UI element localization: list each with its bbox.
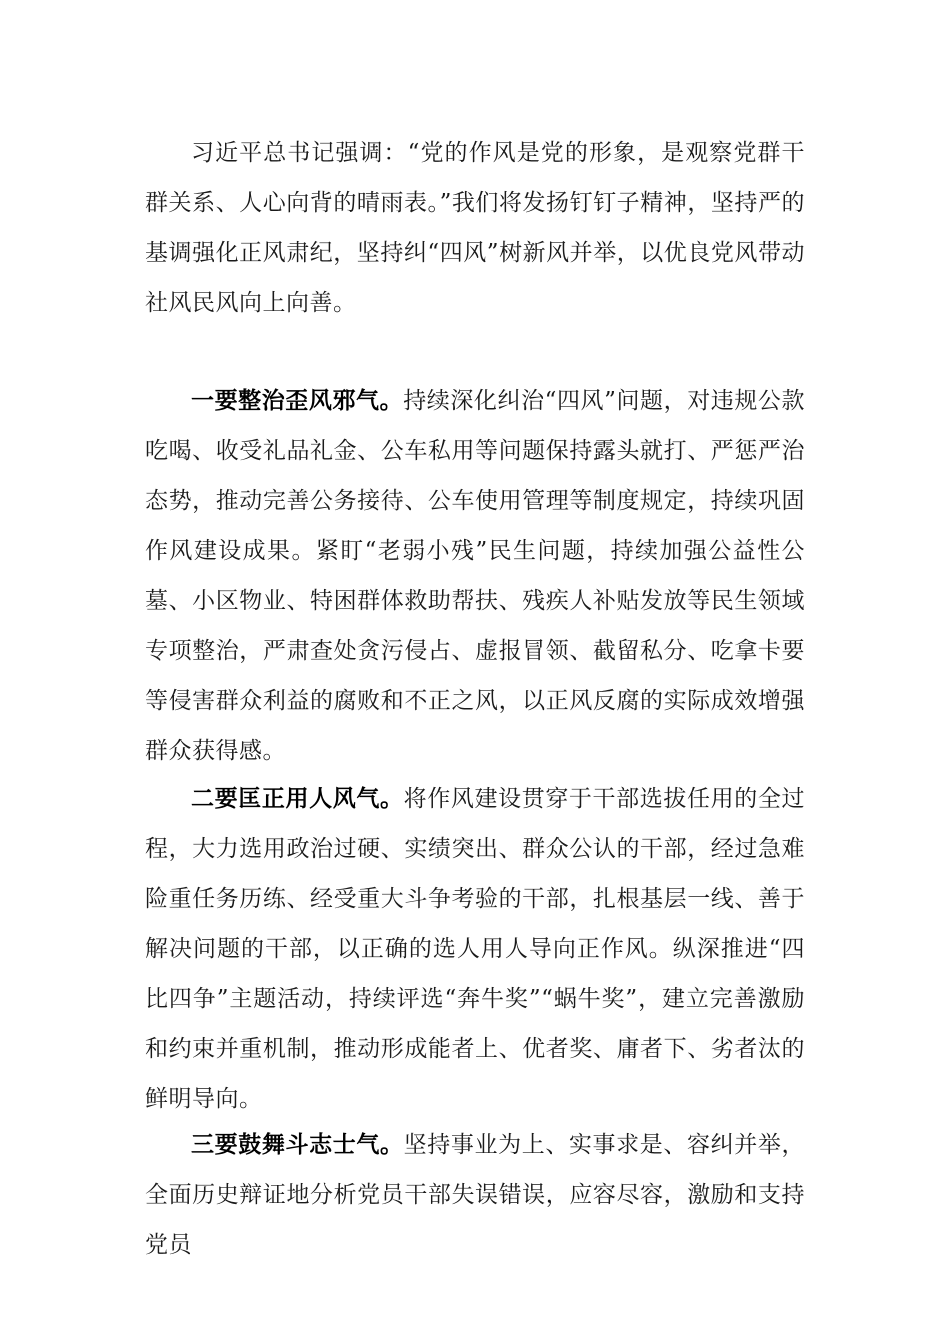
section-heading-2: 二要匡正用人风气。	[191, 786, 404, 812]
section-body-3: 坚持事业为上、实事求是、容纠并举，全面历史辩证地分析党员干部失误错误，应容尽容，激励和支持党员	[145, 1132, 806, 1258]
section-heading-1: 一要整治歪风邪气。	[191, 388, 404, 414]
section-paragraph-3	[145, 1120, 805, 1270]
section-heading-3: 三要鼓舞斗志士气。	[191, 1132, 404, 1158]
intro-paragraph: 习近平总书记强调：“党的作风是党的形象，是观察党群干群关系、人心向背的晴雨表。”我们将发扬钉钉子精神，坚持严的基调强化正风肃纪，坚持纠“四风”树新风并举，以优良党风带动社风民风向上向善。	[145, 140, 805, 316]
section-body-2: 将作风建设贯穿于干部选拔任用的全过程，大力选用政治过硬、实绩突出、群众公认的干部，经过急难险重任务历练、经受重大斗争考验的干部，扎根基层一线、善于解决问题的干部，以正确的选人用人导向正作风。纵深推进“四比四争”主题活动，持续评选“奔牛奖”“蜗牛奖”，建立完善激励和约束并重机制，推动形成能者上、优者奖、庸者下、劣者汰的鲜明导向。	[145, 786, 806, 1112]
section-body-1: 持续深化纠治“四风”问题，对违规公款吃喝、收受礼品礼金、公车私用等问题保持露头就打、严惩严治态势，推动完善公务接待、公车使用管理等制度规定，持续巩固作风建设成果。紧盯“老弱小残”民生问题，持续加强公益性公墓、小区物业、特困群体救助帮扶、残疾人补贴发放等民生领域专项整治，严肃查处贪污侵占、虚报冒领、截留私分、吃拿卡要等侵害群众利益的腐败和不正之风，以正风反腐的实际成效增强群众获得感。	[145, 388, 805, 764]
section-paragraph-1	[145, 376, 805, 776]
section-paragraph-2	[145, 774, 805, 1124]
